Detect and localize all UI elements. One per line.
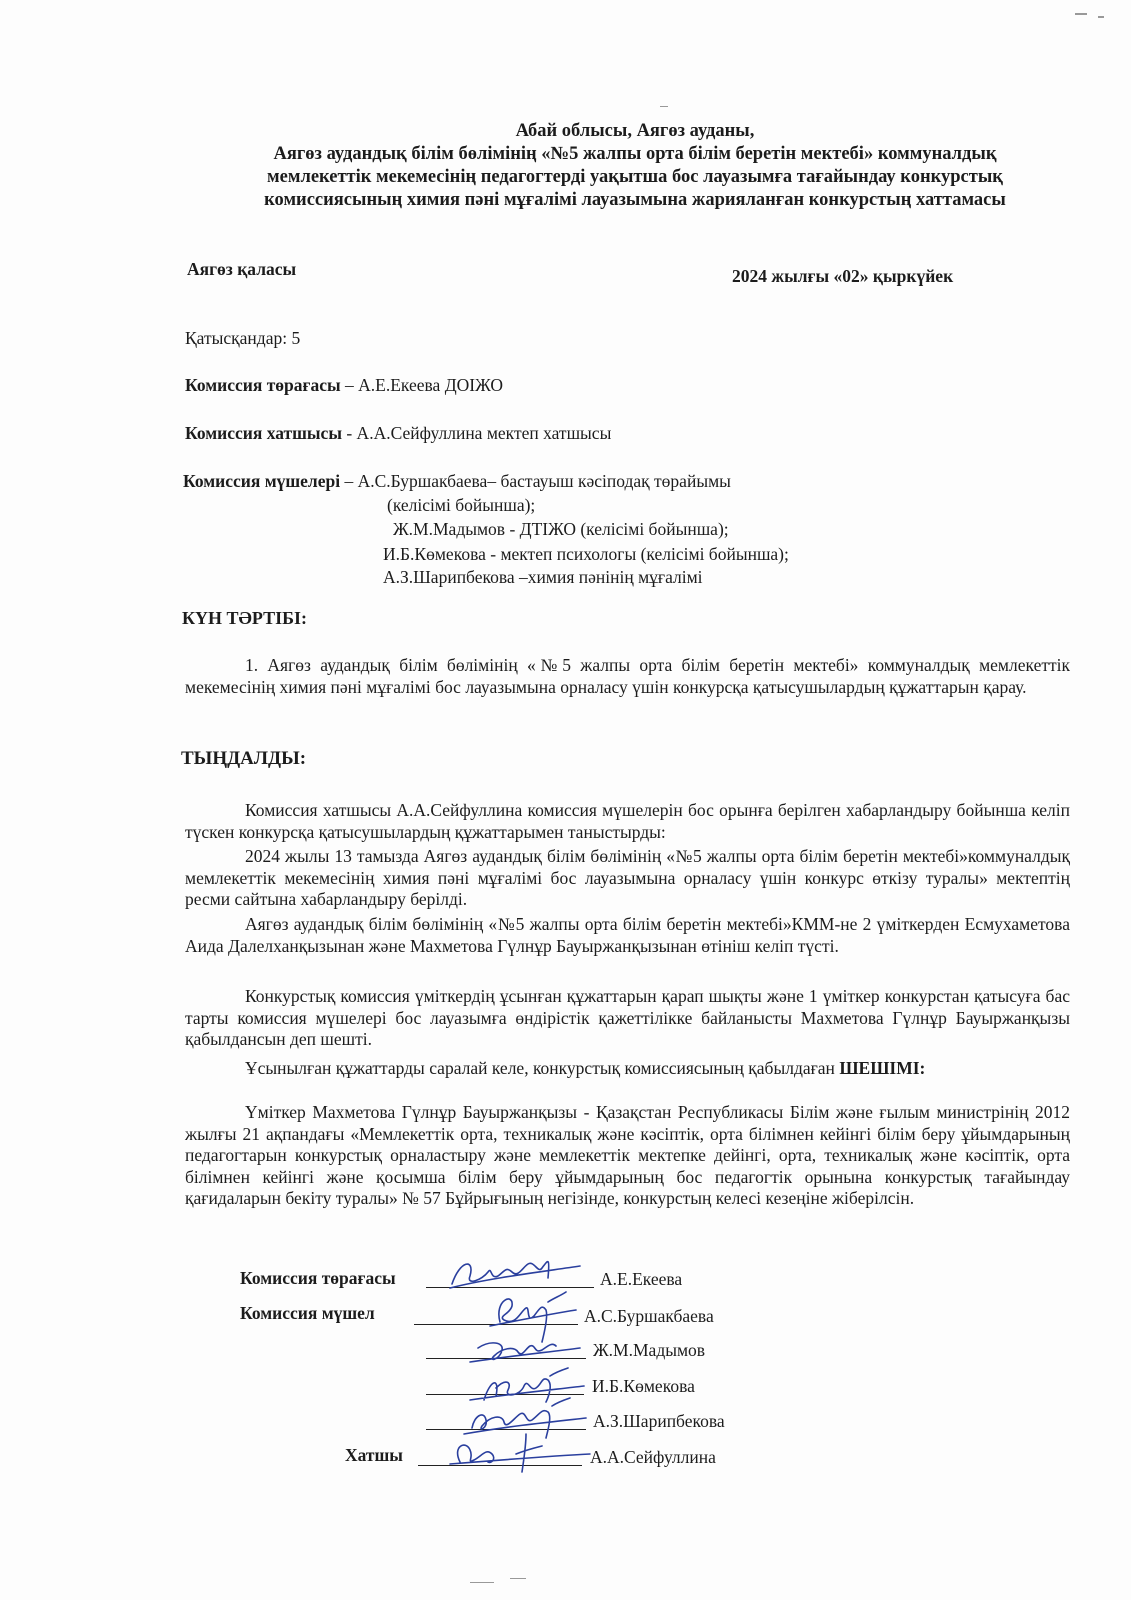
chair-line xyxy=(185,374,503,396)
document-title xyxy=(195,120,1075,212)
heard-paragraph xyxy=(185,986,1070,1051)
heard-p4: Конкурстық комиссия үміткердің ұсынған құжаттарын қарап шықты және 1 үміткер конкурстан қатысуға бас тарты комиссия мүшелері бос лауазымға өндірістік қажеттілікке байланысты Махметова Гүлнұр Бауыржанқызы қабылдансын деп шешті. xyxy=(185,986,1070,1049)
title-line-4: комиссиясының химия пәні мұғалімі лауазымына жарияланған конкурстың хаттамасы xyxy=(264,190,1006,210)
sig-name: И.Б.Көмекова xyxy=(592,1376,695,1396)
sig-name: А.А.Сейфуллина xyxy=(590,1447,716,1467)
sig-member-label: Комиссия мүшел xyxy=(240,1303,375,1323)
sig-name: А.З.Шарипбекова xyxy=(593,1411,725,1431)
sig-chair-label: Комиссия төрағасы xyxy=(240,1268,396,1288)
scan-speck xyxy=(470,1582,494,1583)
heard-p5-text: Ұсынылған құжаттарды саралай келе, конкурстық комиссиясының қабылдаған xyxy=(245,1058,840,1078)
place: Аягөз қаласы xyxy=(187,259,297,279)
date: 2024 жылғы «02» қыркүйек xyxy=(732,266,954,286)
scan-speck xyxy=(1098,16,1104,18)
signature-secretary xyxy=(450,1434,590,1472)
agenda-item xyxy=(185,655,1070,698)
heard-paragraph xyxy=(185,1058,1070,1080)
sig-name: А.Е.Екеева xyxy=(600,1269,683,1289)
title-line-2: Аягөз аудандық білім бөлімінің «№5 жалпы орта білім беретін мектебі» коммуналдық xyxy=(273,144,997,164)
secretary-label: Комиссия хатшысы xyxy=(185,423,342,443)
handwritten-signatures xyxy=(430,1250,600,1475)
member-item: Ж.М.Мадымов - ДТІЖО (келісімі бойынша); xyxy=(393,519,729,539)
member-item: И.Б.Көмекова - мектеп психологы (келісімі бойынша); xyxy=(383,544,789,564)
decision-text: Үміткер Махметова Гүлнұр Бауыржанқызы - Қазақстан Республикасы Білім және ғылым министрінің 2012 жылғы 21 ақпандағы «Мемлекеттік орта, техникалық және кәсіптік, орта білімнен кейінгі білім беру ұйымдарының педагогтарын конкурстық орналастыру және мемлекеттік мектепке дейінгі, орта, техникалық және кәсіптік, орта білімнен кейінгі және қосымша білім беру ұйымдарының бос педагогтік орынына конкурстық тағайындау қағидаларын бекіту туралы» № 57 Бұйрығының негізінде, конкурстың келесі кезеңіне жіберілсін. xyxy=(185,1102,1070,1208)
signature-member-1 xyxy=(490,1292,576,1342)
decision-paragraph xyxy=(185,1102,1070,1210)
secretary-value: - А.А.Сейфуллина мектеп хатшысы xyxy=(341,423,612,443)
secretary-line xyxy=(185,422,611,444)
sig-name: Ж.М.Мадымов xyxy=(593,1340,706,1360)
agenda-item-text: 1. Аягөз аудандық білім бөлімінің «№5 жалпы орта білім беретін мектебі» коммуналдық мемлекеттік мекемесінің химия пәні мұғалімі бос лауазымына орналасу үшін конкурсқа қатысушылардың құжаттарын қарау. xyxy=(185,655,1070,697)
title-line-3: мемлекеттік мекемесінің педагогтерді уақытша бос лауазымға тағайындау конкурстық xyxy=(267,167,1003,187)
signature-member-3 xyxy=(470,1368,584,1402)
chair-value: – А.Е.Екеева ДОІЖО xyxy=(340,375,503,395)
scan-speck xyxy=(660,106,668,107)
heard-p3: Аягөз аудандық білім бөлімінің «№5 жалпы орта білім беретін мектебі»КММ-не 2 үміткерден Есмухаметова Аида Далелханқызынан және Махметова Гүлнұр Бауыржанқызынан өтініш келіп түсті. xyxy=(185,914,1070,956)
sig-secretary-label: Хатшы xyxy=(345,1445,403,1465)
participants-count: Қатысқандар: 5 xyxy=(185,328,301,348)
title-line-1: Абай облысы, Аягөз ауданы, xyxy=(515,121,755,141)
signature-member-2 xyxy=(470,1343,580,1362)
signature-member-4 xyxy=(464,1398,586,1438)
heard-paragraph xyxy=(185,846,1070,911)
scan-speck xyxy=(1075,13,1087,15)
heard-p2: 2024 жылы 13 тамызда Аягөз аудандық білім бөлімінің «№5 жалпы орта білім беретін мектебі»коммуналдық мемлекеттік мекемесінің химия пәні мұғалімі бос лауазымына орналасу үшін конкурс өткізу туралы» мектептің ресми сайтына хабарландыру берілді. xyxy=(185,846,1070,909)
heard-paragraph xyxy=(185,800,1070,843)
members-line xyxy=(183,470,731,492)
members-first: – А.С.Буршакбаева– бастауыш кәсіподақ төрайымы xyxy=(340,471,731,491)
heard-p1: Комиссия хатшысы А.А.Сейфуллина комиссия мүшелерін бос орынға берілген хабарландыру бойынша келіп түскен конкурсқа қатысушылардың құжаттарымен таныстырды: xyxy=(185,800,1070,842)
decision-label: ШЕШІМІ: xyxy=(839,1058,926,1078)
chair-label: Комиссия төрағасы xyxy=(185,375,341,395)
agenda-heading: КҮН ТӘРТІБІ: xyxy=(182,608,307,628)
heard-heading: ТЫҢДАЛДЫ: xyxy=(181,748,307,769)
scan-speck xyxy=(510,1578,526,1579)
members-label: Комиссия мүшелері xyxy=(183,471,341,491)
sig-name: А.С.Буршакбаева xyxy=(584,1306,714,1326)
member-item: А.З.Шарипбекова –химия пәнінің мұғалімі xyxy=(383,567,703,587)
signature-chair xyxy=(450,1262,580,1288)
members-first-cont: (келісімі бойынша); xyxy=(387,495,536,515)
heard-paragraph xyxy=(185,914,1070,957)
